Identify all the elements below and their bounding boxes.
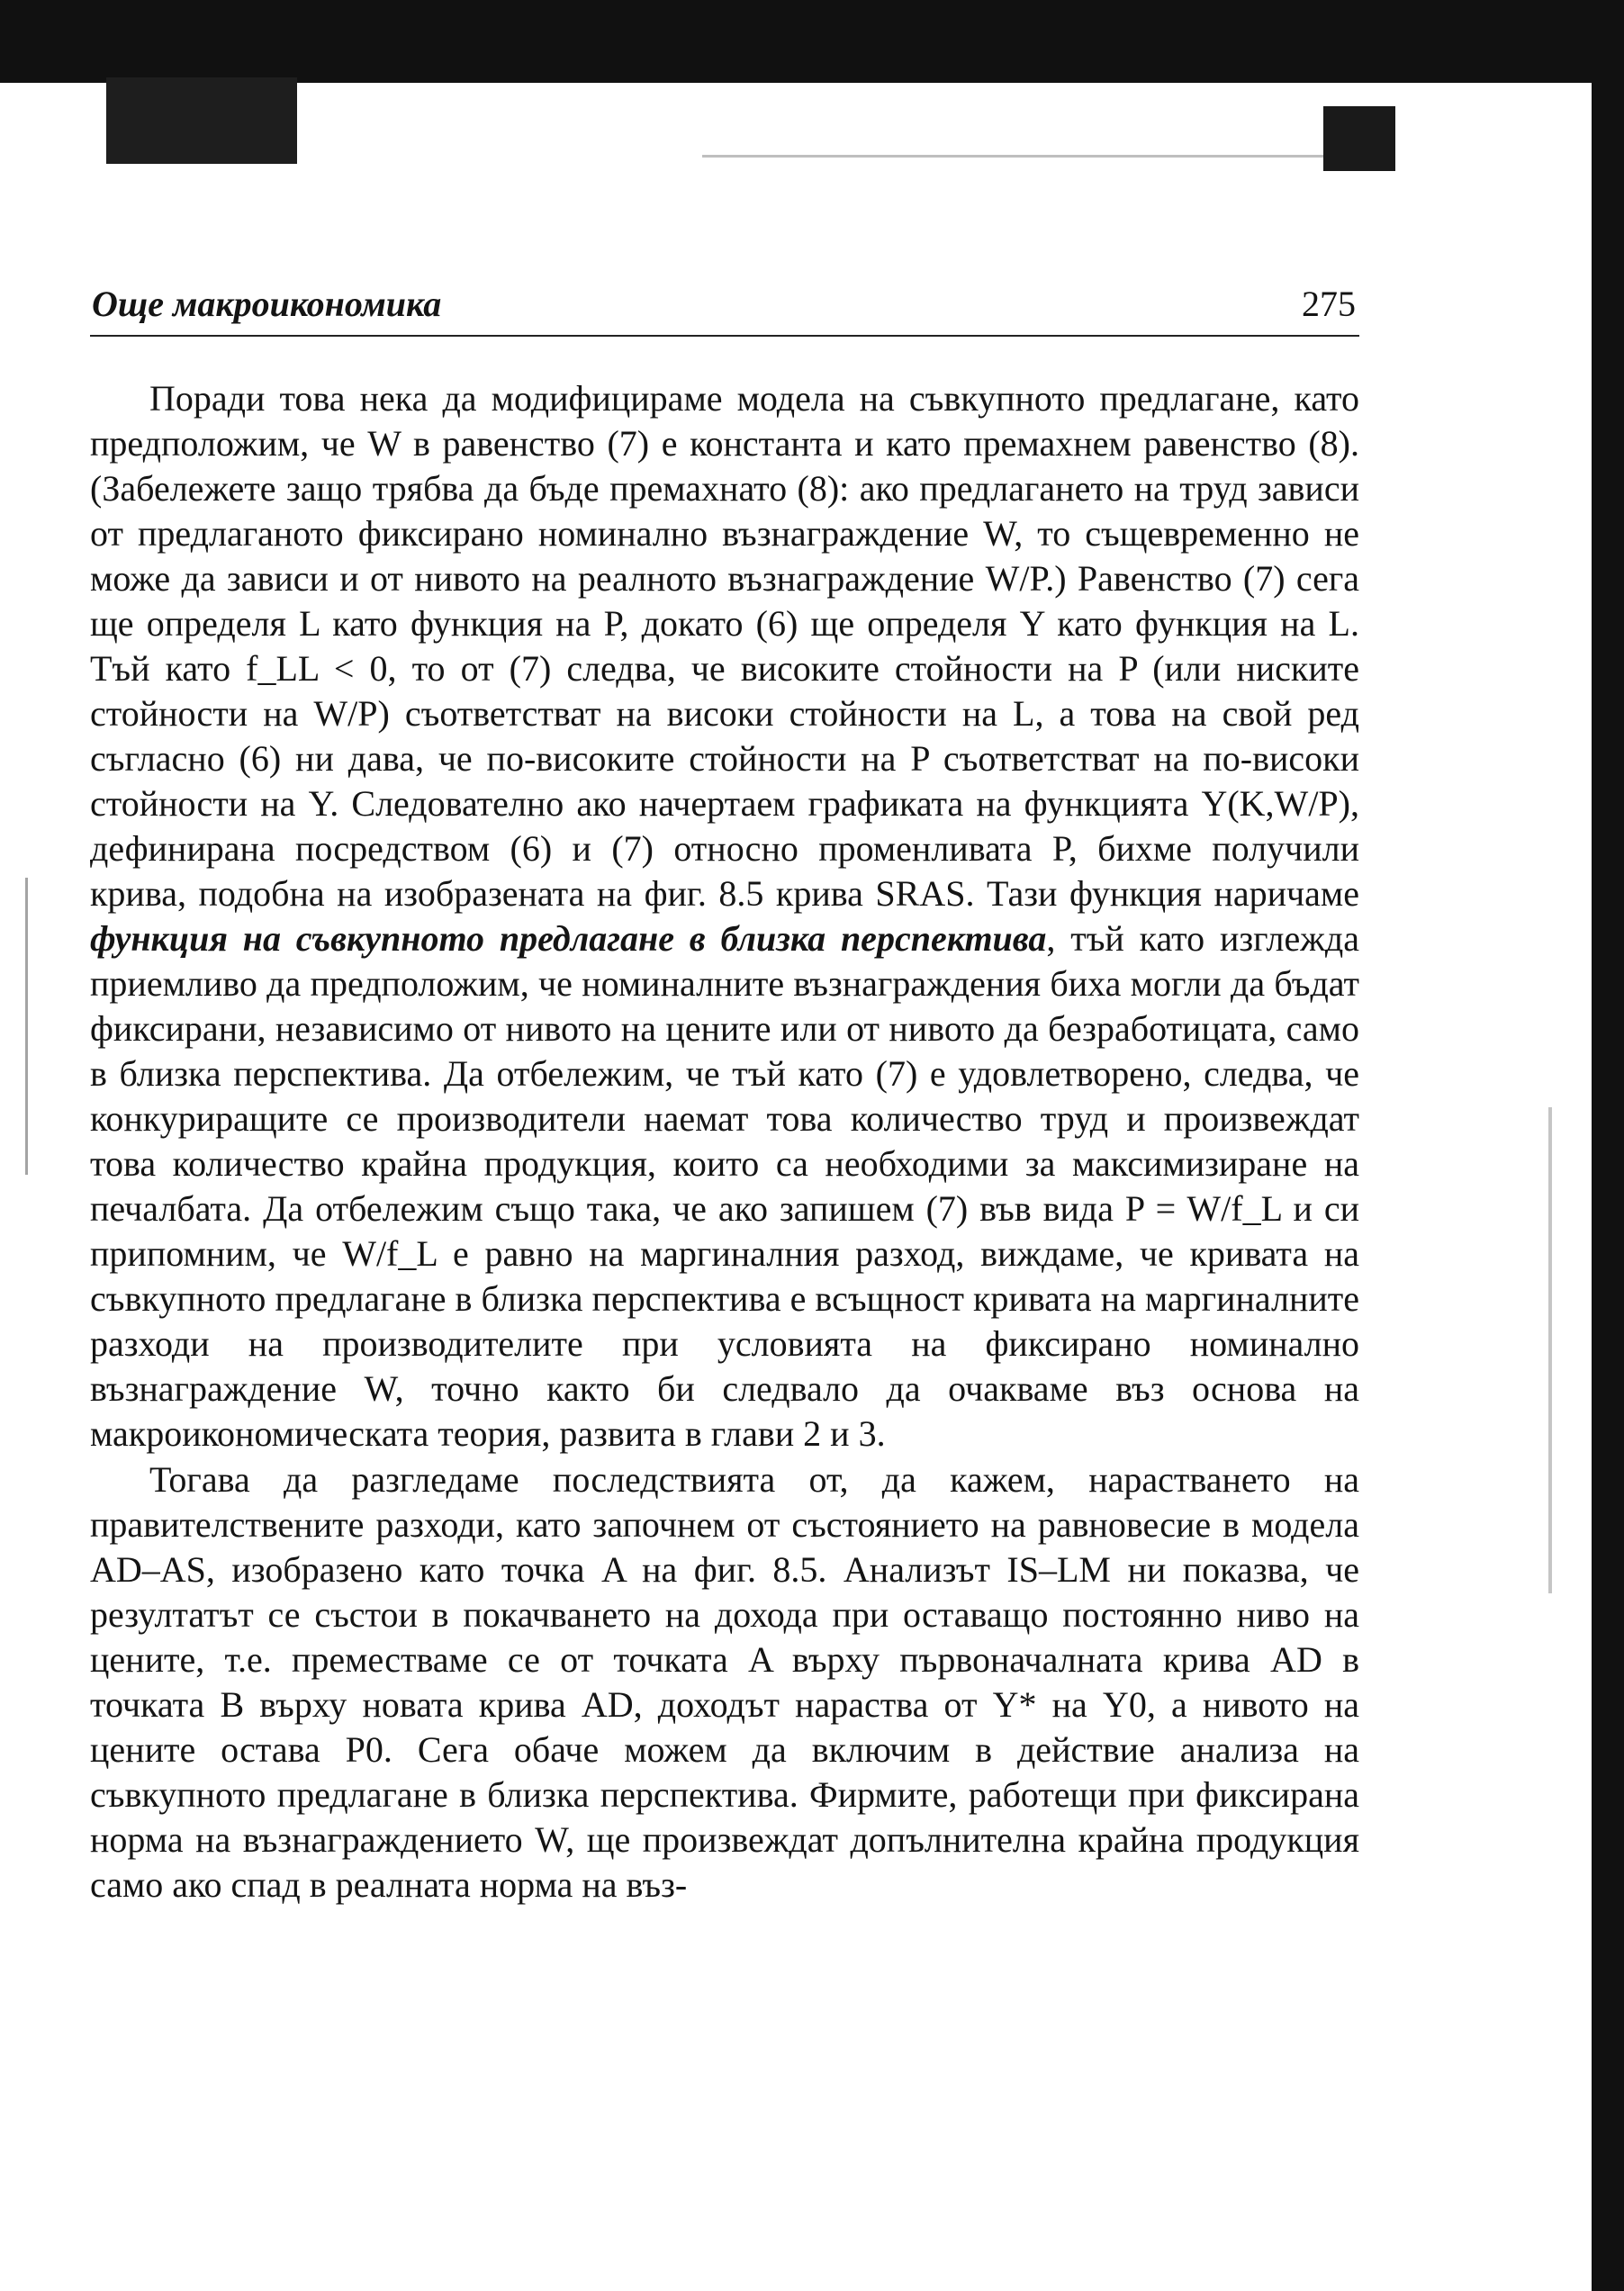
paragraph-2: Тогава да разгледаме последствията от, да кажем, нарастването на правителствените разходи, като започнем от състоянието на равновесие в модела AD–AS, изобразено като точка A на фиг. 8.5. Анализът IS–LM ни показва, че резултатът се състои в покачването на дохода при оставащо постоянно ниво на цените, т.е. преместваме се от точката A върху първоначалната крива AD в точката B върху новата крива AD, доходът нараства от Y* на Y0, а нивото на цените остава P0. Сега обаче можем да включим в действие анализа на съвкупното предлагане в близка перспектива. Фирмите, работещи при фиксирана норма на възнаграждението W, ще произвеждат допълнителна крайна продукция само ако спад в реалната норма на въз-: [90, 1459, 1359, 1905]
scan-artifact-right: [1323, 106, 1395, 171]
term-short-run-aggregate-supply: функция на съвкупното предлагане в близка перспектива: [90, 918, 1047, 959]
running-header-title: Още макроикономика: [92, 284, 442, 324]
running-header: [90, 279, 1359, 337]
paragraph-1-text-before: Поради това нека да модифицираме модела на съвкупното предлагане, като предположим, че W в равенство (7) е константа и като премахнем равенство (8). (Забележете защо трябва да бъде премахнато (8): ако предлагането на труд зависи от предлаганото фиксирано номинално възнаграждение W, то същевременно не може да зависи и от нивото на реалното възнаграждение W/P.) Равенство (7) сега ще определя L като функция на P, докато (6) ще определя Y като функция на L. Тъй като f_LL < 0, то от (7) следва, че високите стойности на P (или ниските стойности на W/P) съответстват на високи стойности на L, а това на свой ред съгласно (6) ни дава, че по-високите стойности на P съответстват на по-високи стойности на Y. Следователно ако начертаем графиката на функцията Y(K,W/P), дефинирана посредством (6) и (7) относно променливата P, бихме получили крива, подобна на изобразената на фиг. 8.5 крива SRAS. Тази функция наричаме: [90, 378, 1359, 914]
scan-border-top: [0, 0, 1624, 83]
paragraph-1-text-after: , тъй като изглежда приемливо да предположим, че номиналните възнаграждения биха могли да бъдат фиксирани, независимо от нивото на цените или от нивото да безработицата, само в близка перспектива. Да отбележим, че тъй като (7) е удовлетворено, следва, че конкуриращите се производители наемат това количество труд и произвеждат това количество крайна продукция, които са необходими за максимизиране на печалбата. Да отбележим също така, че ако запишем (7) във вида P = W/f_L и си припомним, че W/f_L е равно на маргиналния разход, виждаме, че кривата на съвкупното предлагане в близка перспектива е всъщност кривата на маргиналните разходи на производителите при условията на фиксирано номинално възнаграждение W, точно както би следвало да очакваме въз основа на макроикономическата теория, развита в глави 2 и 3.: [90, 918, 1359, 1454]
scan-artifact-line: [702, 155, 1323, 158]
scan-border-right: [1592, 0, 1624, 2291]
scan-artifact-right-mark: [1548, 1107, 1552, 1593]
paragraph-1: [90, 376, 1359, 1457]
body-text: [90, 376, 1359, 1908]
scan-artifact-left: [106, 77, 297, 164]
page-number: 275: [1302, 284, 1356, 324]
scan-artifact-left-mark: [25, 878, 28, 1175]
